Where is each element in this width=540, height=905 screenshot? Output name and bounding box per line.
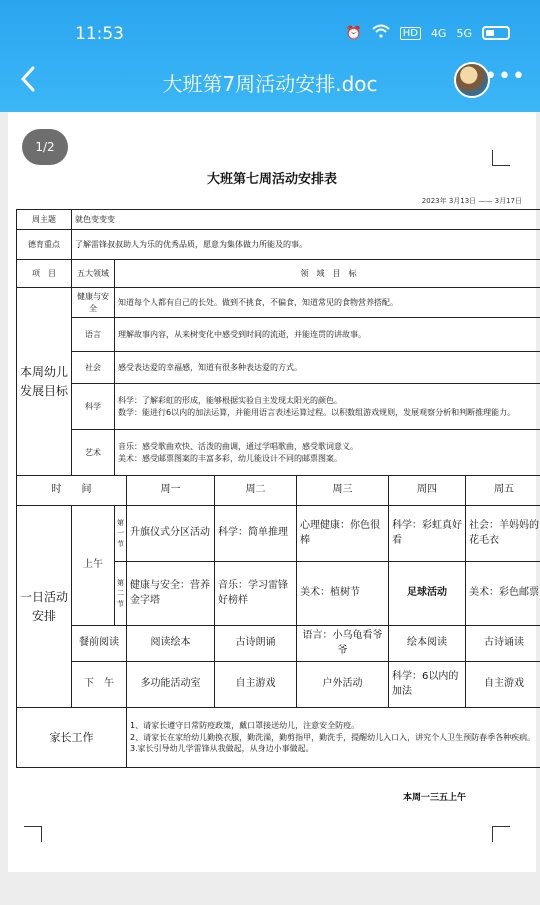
theme-value: 就色变变变 <box>72 210 540 230</box>
domain-goal: 理解故事内容，从来树变化中感受到时间的流逝，并能连贯的讲故事。 <box>115 318 540 352</box>
afternoon-label: 下 午 <box>72 662 127 708</box>
status-icons <box>346 24 510 42</box>
schedule-cell: 语言：小乌龟看爷爷 <box>297 626 389 662</box>
schedule-cell: 科学：彩虹真好看 <box>389 506 466 562</box>
schedule-cell: 社会：羊妈妈的花毛衣 <box>466 506 540 562</box>
schedule-cell: 健康与安全：营养金字塔 <box>127 562 215 626</box>
time-label: 时 间 <box>17 476 127 506</box>
weekday-header: 周一 <box>127 476 215 506</box>
schedule-cell: 绘本阅读 <box>389 626 466 662</box>
morning-label: 上午 <box>72 506 115 626</box>
back-arrow-icon[interactable] <box>18 64 48 100</box>
schedule-cell: 心理健康：你色很棒 <box>297 506 389 562</box>
weekday-header: 周三 <box>297 476 389 506</box>
schedule-cell: 阅读绘本 <box>127 626 215 662</box>
period-label: 第一节 <box>115 506 127 562</box>
schedule-cell: 科学：简单推理 <box>215 506 297 562</box>
wifi-icon <box>372 24 390 42</box>
schedule-cell: 足球活动 <box>389 562 466 626</box>
nav-row <box>0 58 540 106</box>
app-top-bar <box>0 0 540 112</box>
edu-focus-label: 德育重点 <box>17 230 72 260</box>
parents-note-line: 1、请家长遵守日常防疫政策，戴口罩接送幼儿，注意安全防疫。 <box>130 721 360 731</box>
5g-signal-icon: 5G <box>456 26 472 40</box>
status-bar <box>0 22 540 46</box>
schedule-cell: 户外活动 <box>297 662 389 708</box>
page-corner-mark <box>24 826 42 842</box>
more-options-icon[interactable]: ••• <box>484 64 526 89</box>
weekday-header: 周五 <box>466 476 540 506</box>
document-viewer[interactable] <box>0 112 540 905</box>
goals-label: 领 域 目 标 <box>115 260 540 288</box>
page-indicator: 1/2 <box>22 129 68 165</box>
domain-goal-line: 音乐：感受歌曲欢快、活泼的曲调，通过学唱歌曲，感受歌词意义。 <box>118 441 358 451</box>
schedule-cell: 科学：6以内的加法 <box>389 662 466 708</box>
schedule-cell: 自主游戏 <box>215 662 297 708</box>
domain-name: 健康与安全 <box>72 288 115 318</box>
domain-name: 艺术 <box>72 430 115 476</box>
schedule-cell: 多功能活动室 <box>127 662 215 708</box>
document-heading: 大班第七周活动安排表 <box>206 172 337 187</box>
schedule-cell: 自主游戏 <box>466 662 540 708</box>
domain-goal <box>115 430 540 476</box>
domain-goal: 感受表达爱的幸福感，知道有很多种表达爱的方式。 <box>115 352 540 384</box>
schedule-cell: 古诗朗诵 <box>215 626 297 662</box>
domain-goal <box>115 384 540 430</box>
4g-signal-icon: 4G <box>430 26 447 40</box>
week-goals-label: 本周幼儿发展目标 <box>17 288 72 476</box>
page-corner-mark <box>492 826 510 842</box>
weekday-header: 周二 <box>215 476 297 506</box>
alarm-icon: ⏰ <box>345 25 362 41</box>
domain-goal-line: 美术：感受邮票图案的丰富多彩，幼儿能设计不同的邮票图案。 <box>118 453 342 463</box>
parents-label: 家长工作 <box>17 708 127 768</box>
hd-icon: HD <box>400 27 421 40</box>
item-label: 项 目 <box>17 260 72 288</box>
domain-name: 科学 <box>72 384 115 430</box>
schedule-cell: 美术：彩色邮票 <box>466 562 540 626</box>
footer-note: 本周一三五上午 <box>402 793 466 803</box>
weekday-header: 周四 <box>389 476 466 506</box>
battery-icon <box>482 26 510 40</box>
domain-name: 语言 <box>72 318 115 352</box>
parents-notes <box>127 708 540 768</box>
status-time: 11:53 <box>75 24 124 44</box>
schedule-table <box>16 209 540 768</box>
schedule-cell: 古诗诵读 <box>466 626 540 662</box>
date-range: 2023年 3月13日 —— 3月17日 <box>421 197 522 205</box>
edu-focus-value: 了解雷锋叔叔助人为乐的优秀品质，愿意为集体做力所能及的事。 <box>72 230 540 260</box>
period-label: 第二节 <box>115 562 127 626</box>
domain-goal: 知道每个人都有自己的长处。做到不挑食，不偏食，知道常见的食物营养搭配。 <box>115 288 540 318</box>
domain-label: 五大领域 <box>72 260 115 288</box>
schedule-cell: 音乐：学习雷锋好榜样 <box>215 562 297 626</box>
daily-label: 一日活动安排 <box>17 506 72 708</box>
page-corner-mark <box>492 150 510 166</box>
domain-name: 社会 <box>72 352 115 384</box>
schedule-cell: 升旗仪式分区活动 <box>127 506 215 562</box>
pre-meal-label: 餐前阅读 <box>72 626 127 662</box>
parents-note-line: 2、请家长在家给幼儿勤换衣服，勤洗澡，勤剪指甲，勤洗手，提醒幼儿入口入，讲究个人卫生预防春季各种疾病。3.家长引导幼儿学雷锋从我做起，从身边小事做起。 <box>130 732 536 754</box>
schedule-cell: 美术：植树节 <box>297 562 389 626</box>
domain-goal-line: 数学：能进行6以内的加法运算，并能用语言表述运算过程。以积数组游戏规则，发展观察分析和判断推理能力。 <box>118 407 516 417</box>
domain-goal-line: 科学：了解彩虹的形成，能够根据实验自主发现太阳光的颜色。 <box>118 395 342 405</box>
document-title: 大班第7周活动安排.doc <box>162 72 378 96</box>
theme-label: 周主题 <box>17 210 72 230</box>
document-sheet <box>8 112 539 872</box>
